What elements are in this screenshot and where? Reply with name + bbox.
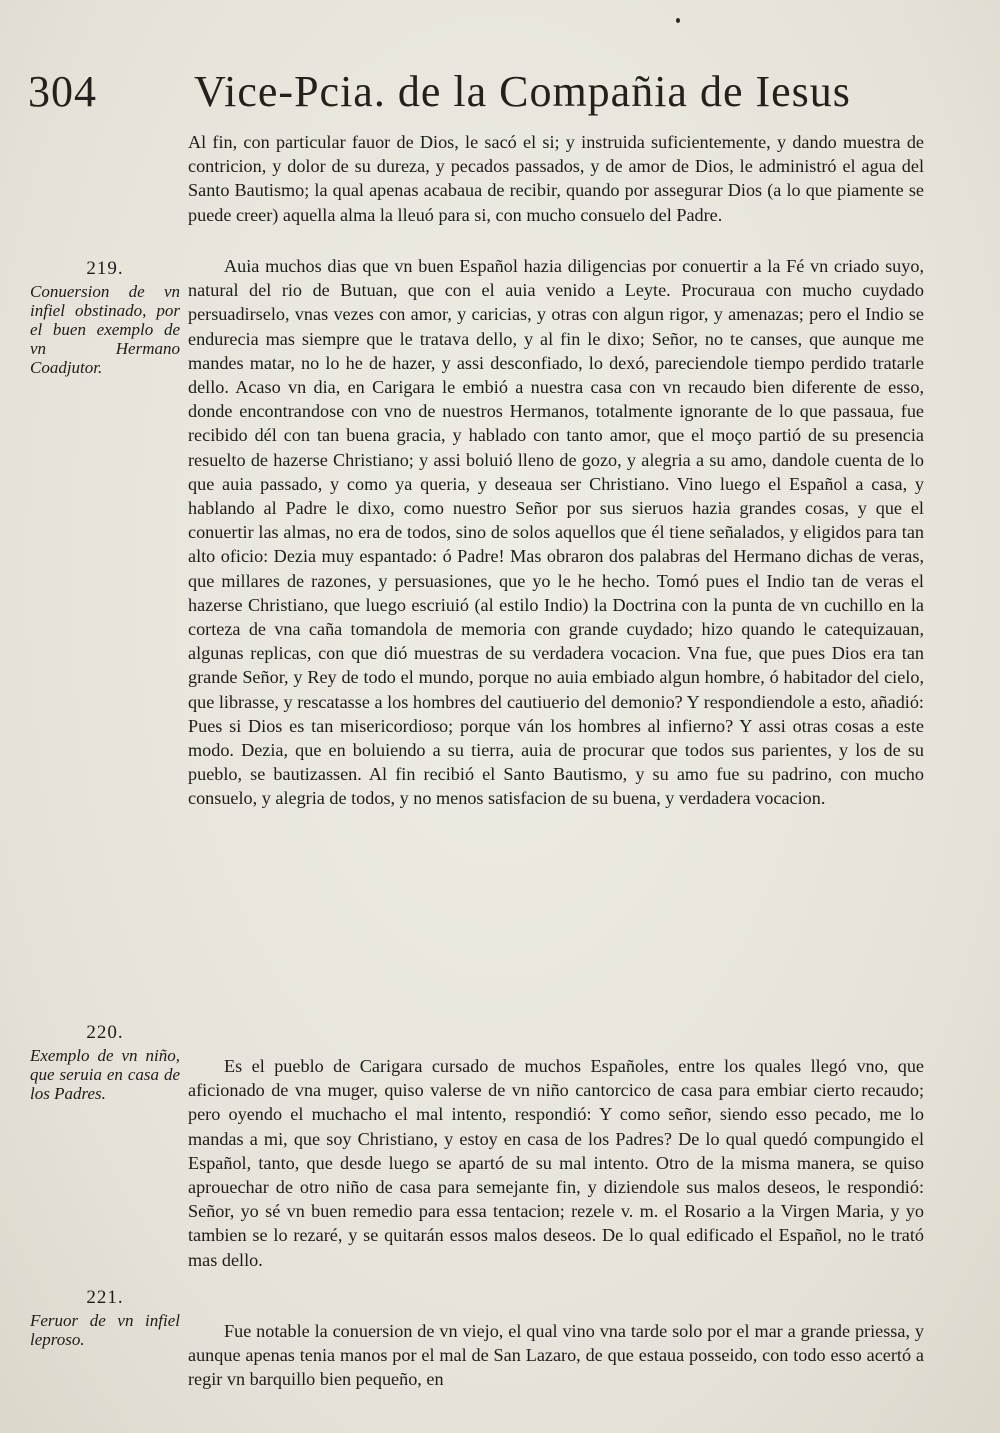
margin-note-text: Conuersion de vn infiel obstinado, por el buen exemplo de vn Hermano Coadjutor. <box>30 282 180 377</box>
page-number: 304 <box>28 67 97 116</box>
paragraph-219: Auia muchos dias que vn buen Español hazia diligencias por conuertir a la Fé vn criado suyo, natural del rio de Butuan, que con el auia venido a Leyte. Procuraua con mucho cuydado persuadirselo, vnas vezes con amor, y caricias, y otras con algun rigor, y amenazas; pero el Indio se endurecia mas siempre que le tratava dello, y al fin le dixo; Señor, no te canses, que aunque me mandes matar, no lo he de hazer, y assi desconfiado, lo dexó, pareciendole tiempo perdido tratarle dello. Acaso vn dia, en Carigara le embió a nuestra casa con vn recaudo bien diferente de esso, donde encontrandose con vno de nuestros Hermanos, totalmente ignorante de lo que passaua, fue recibido dél con tan buena gracia, y hablado con tanto amor, que el moço partió de su presencia resuelto de hazerse Christiano; y assi boluió lleno de gozo, y alegria a su amo, dandole cuenta de lo que auia passado, y como ya queria, y deseaua ser Christiano. Vino luego el Español a casa, y hablando al Padre le dixo, como nuestro Señor por sus sieruos hazia grandes cosas, y que el conuertir las almas, no era de todos, sino de solos aquellos que él tiene señalados, y eligidos para tan alto oficio: Dezia muy espantado: ó Padre! Mas obraron dos palabras del Hermano dichas de veras, que millares de razones, y persuasiones, que yo le he hecho. Tomó pues el Indio tan de veras el hazerse Christiano, que luego escriuió (al estilo Indio) la Doctrina con la punta de vn cuchillo en la corteza de vna caña tomandola de memoria con grande cuydado; hizo quando le catequizauan, algunas replicas, con que dió muestras de su verdadera vocacion. Vna fue, que pues Dios era tan grande Señor, y Rey de todo el mundo, porque no auia embiado algun hombre, ó habitador del cielo, que librasse, y rescatasse a los hombres del cautiuerio del demonio? Y respondiendole a esto, añadió: Pues si Dios es tan misericordioso; porque ván los hombres al infierno? Y assi otras cosas a este modo. Dezia, que en boluiendo a su tierra, auia de procurar que todos sus parientes, y los de su pueblo, se bautizassen. Al fin recibió el Santo Bautismo, y su amo fue su padrino, con mucho consuelo, y alegria de todos, y no menos satisfacion de su buena, y verdadera vocacion. <box>188 256 924 809</box>
margin-note-219 <box>30 258 180 377</box>
paragraph-continued: Al fin, con particular fauor de Dios, le sacó el si; y instruida suficientemente, y dando muestra de contricion, y dolor de su dureza, y pecados passados, y de amor de Dios, le administró el agua del Santo Bautismo; la qual apenas acabaua de recibir, quando por assegurar Dios (a lo que piamente se puede creer) aquella alma la lleuó para si, con mucho consuelo del Padre. <box>188 132 924 225</box>
paragraph-221: Fue notable la conuersion de vn viejo, el qual vino vna tarde solo por el mar a grande priessa, y aunque apenas tenia manos por el mal de San Lazaro, de que estaua posseido, con todo esso acertó a regir vn barquillo bien pequeño, en <box>188 1321 924 1390</box>
running-title: Vice-Pcia. de la Compañia de Iesus <box>194 67 851 116</box>
paragraph-220: Es el pueblo de Carigara cursado de muchos Españoles, entre los quales llegó vno, que aficionado de vna muger, quiso valerse de vn niño cantorcico de casa para embiar cierto recaudo; pero oyendo el muchacho el mal intento, respondió: Y como señor, siendo esso pecado, me lo mandas a mi, que soy Christiano, y estoy en casa de los Padres? De lo qual quedó compungido el Español, tanto, que desde luego se apartó de su mal intento. Otro de la misma manera, se quiso aprouechar de otro niño de casa para semejante fin, y diziendole sus malos deseos, le respondió: Señor, yo sé vn buen remedio para essa tentacion; rezele v. m. el Rosario a la Virgen Maria, y yo tambien se lo rezaré, y se quitarán essos malos deseos. De lo qual edificado el Español, no le trató mas dello. <box>188 1056 924 1270</box>
margin-note-text: Feruor de vn infiel leproso. <box>30 1311 180 1349</box>
ink-speck <box>676 18 680 23</box>
section-number: 219. <box>86 258 124 279</box>
margin-note-text: Exemplo de vn niño, que seruia en casa de los Padres. <box>30 1046 180 1103</box>
margin-note-220 <box>30 1022 180 1103</box>
running-head <box>28 66 978 126</box>
section-number: 221. <box>86 1287 124 1308</box>
body-text <box>188 130 924 1392</box>
margin-note-221 <box>30 1287 180 1349</box>
section-number: 220. <box>86 1022 124 1043</box>
